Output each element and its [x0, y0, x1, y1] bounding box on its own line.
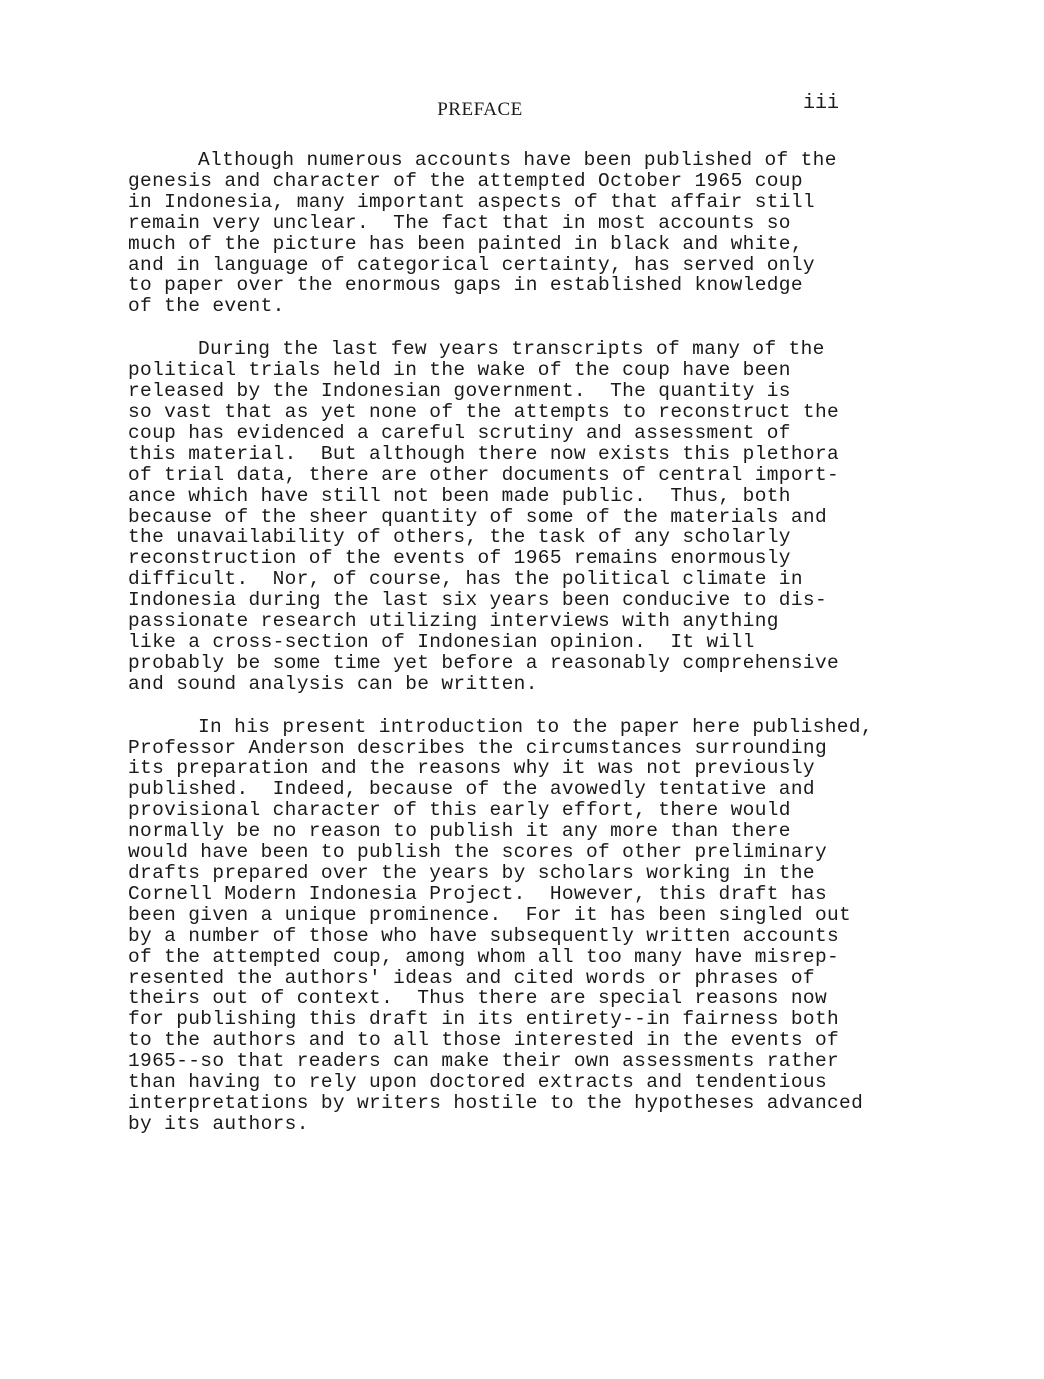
paragraph-line: released by the Indonesian government. The quantity is: [128, 380, 791, 403]
paragraph-line: political trials held in the wake of the coup have been: [128, 359, 791, 382]
paragraph-line: Indonesia during the last six years been conducive to dis-: [128, 589, 828, 612]
paragraph-line: drafts prepared over the years by scholars working in the: [128, 862, 815, 884]
paragraph-line: difficult. Nor, of course, has the political climate in: [128, 568, 803, 591]
paragraph-line: so vast that as yet none of the attempts to reconstruct the: [128, 400, 840, 423]
paragraph-line: probably be some time yet before a reasonably comprehensive: [128, 651, 840, 674]
paragraph: [128, 717, 908, 1135]
paragraph-line: reconstruction of the events of 1965 remains enormously: [128, 547, 791, 570]
paragraph-line: this material. But although there now exists this plethora: [128, 442, 840, 465]
page-title: PREFACE: [437, 99, 523, 120]
page-number: iii: [803, 92, 840, 115]
paragraph-line: would have been to publish the scores of other preliminary: [128, 841, 828, 864]
paragraph-line: passionate research utilizing interviews with anything: [128, 610, 779, 633]
paragraph-line: for publishing this draft in its entirety--in fairness both: [128, 1008, 840, 1031]
paragraph-line: and sound analysis can be written.: [128, 672, 538, 695]
paragraph-line: genesis and character of the attempted October 1965 coup: [128, 169, 803, 192]
paragraph-line: to paper over the enormous gaps in established knowledge: [128, 274, 803, 297]
paragraph-line: Although numerous accounts have been published of the: [198, 149, 837, 171]
paragraph-line: than having to rely upon doctored extracts and tendentious: [128, 1071, 828, 1094]
paragraph-line: by its authors.: [128, 1112, 309, 1135]
paragraph: [128, 150, 908, 317]
paragraph-line: by a number of those who have subsequently written accounts: [128, 924, 840, 947]
paragraph-line: been given a unique prominence. For it has been singled out: [128, 903, 852, 926]
paragraph-line: much of the picture has been painted in black and white,: [128, 232, 803, 255]
paragraph-line: In his present introduction to the paper here published,: [198, 715, 873, 738]
paragraph-line: Cornell Modern Indonesia Project. However, this draft has: [128, 882, 828, 905]
paragraph-line: and in language of categorical certainty, has served only: [128, 253, 815, 276]
paragraph-line: published. Indeed, because of the avowedly tentative and: [128, 778, 815, 801]
paragraph-line: its preparation and the reasons why it was not previously: [128, 757, 815, 780]
paragraph-line: interpretations by writers hostile to the hypotheses advanced: [128, 1091, 864, 1114]
paragraph-line: Professor Anderson describes the circumstances surrounding: [128, 736, 828, 759]
paragraph-line: to the authors and to all those interested in the events of: [128, 1029, 840, 1052]
paragraph-line: the unavailability of others, the task of any scholarly: [128, 526, 791, 549]
paragraph-line: resented the authors' ideas and cited words or phrases of: [128, 966, 815, 989]
paragraph-line: theirs out of context. Thus there are special reasons now: [128, 987, 828, 1010]
paragraph-line: of trial data, there are other documents of central import-: [128, 463, 840, 486]
paragraph-line: ance which have still not been made public. Thus, both: [128, 484, 791, 507]
paragraph-line: normally be no reason to publish it any more than there: [128, 820, 791, 843]
paragraph-line: provisional character of this early effort, there would: [128, 799, 791, 822]
paragraph-line: remain very unclear. The fact that in most accounts so: [128, 211, 791, 234]
paragraph-line: in Indonesia, many important aspects of that affair still: [128, 190, 815, 213]
paragraph-line: like a cross-section of Indonesian opinion. It will: [128, 630, 755, 653]
paragraph-line: of the attempted coup, among whom all too many have misrep-: [128, 945, 840, 968]
paragraph-line: because of the sheer quantity of some of the materials and: [128, 505, 828, 528]
preface-body: [128, 150, 908, 1157]
paragraph-line: of the event.: [128, 295, 285, 318]
paragraph: [128, 339, 908, 694]
paragraph-line: 1965--so that readers can make their own assessments rather: [128, 1050, 840, 1073]
paragraph-line: During the last few years transcripts of many of the: [198, 338, 825, 361]
paragraph-line: coup has evidenced a careful scrutiny and assessment of: [128, 421, 791, 444]
